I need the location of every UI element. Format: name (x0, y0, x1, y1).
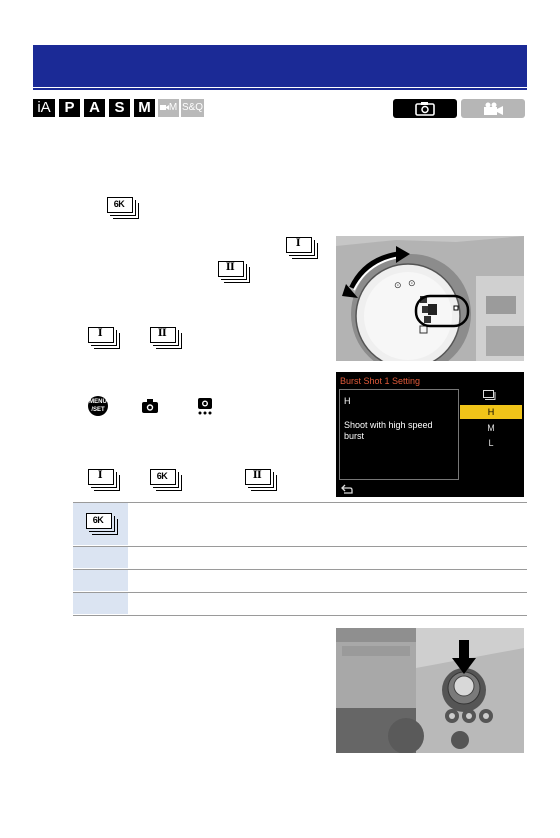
mode-s: S (109, 99, 130, 117)
burst-6k-icon (150, 469, 180, 489)
burst-2-icon (218, 261, 248, 281)
custom-camera-icon (196, 396, 214, 416)
burst-1-icon (286, 237, 316, 257)
table-top-rule (73, 502, 527, 503)
burst-6k-label: 6K (156, 471, 168, 481)
drive-dial-photo (336, 236, 524, 361)
movie-camera-small-icon (160, 104, 169, 111)
table-row-key (73, 593, 128, 614)
mode-sq: S&Q (181, 99, 204, 117)
table-row-rule (73, 569, 527, 570)
menu-set-button-icon: MENU /SET (88, 396, 108, 416)
mode-p: P (59, 99, 80, 117)
burst-1-icon (88, 469, 118, 489)
burst-6k-icon (86, 513, 116, 533)
burst-1-label: I (97, 328, 103, 339)
lcd-selected-value: H (344, 396, 351, 406)
burst-2-label: II (252, 470, 262, 481)
title-underline (33, 88, 527, 90)
lcd-title: Burst Shot 1 Setting (340, 376, 421, 386)
camera-icon (141, 398, 159, 414)
table-bottom-rule (73, 615, 527, 616)
table-row-key (73, 547, 128, 568)
burst-1-label: I (295, 238, 301, 249)
lcd-description: Shoot with high speed burst (344, 420, 433, 441)
mode-ia: iA (33, 99, 55, 117)
lcd-option-l[interactable]: L (488, 438, 494, 448)
table-row-key (73, 570, 128, 591)
svg-text:⊙: ⊙ (408, 279, 416, 289)
tab-photo[interactable] (393, 99, 457, 118)
table-row-rule (73, 592, 527, 593)
burst-1-icon (88, 327, 118, 347)
lcd-description-panel (339, 389, 459, 480)
burst-setting-screen (336, 372, 524, 497)
burst-2-label: II (157, 328, 167, 339)
lcd-option-h[interactable]: H (460, 405, 522, 419)
burst-1-label: I (97, 470, 103, 481)
burst-6k-small-icon (483, 390, 497, 402)
burst-2-icon (150, 327, 180, 347)
burst-6k-label: 6K (92, 515, 104, 525)
mode-movie-m-label: M (168, 102, 178, 113)
mode-m: M (134, 99, 155, 117)
tab-video[interactable] (461, 99, 525, 118)
burst-2-label: II (225, 262, 235, 273)
lcd-option-m[interactable]: M (487, 423, 495, 433)
table-row-rule (73, 546, 527, 547)
mode-a: A (84, 99, 105, 117)
svg-text:⊙: ⊙ (394, 281, 402, 291)
video-camera-icon (461, 99, 525, 118)
burst-6k-label: 6K (113, 199, 125, 209)
title-bar (33, 45, 527, 87)
mode-movie-m (158, 99, 179, 117)
back-arrow-icon[interactable] (341, 484, 353, 494)
table-row-6k-key (73, 503, 128, 545)
burst-2-icon (245, 469, 275, 489)
drive-dial-illustration (336, 236, 524, 361)
shutter-button-photo (336, 628, 524, 753)
shutter-illustration (336, 628, 524, 753)
burst-6k-icon (107, 197, 137, 217)
camera-icon (393, 99, 457, 118)
